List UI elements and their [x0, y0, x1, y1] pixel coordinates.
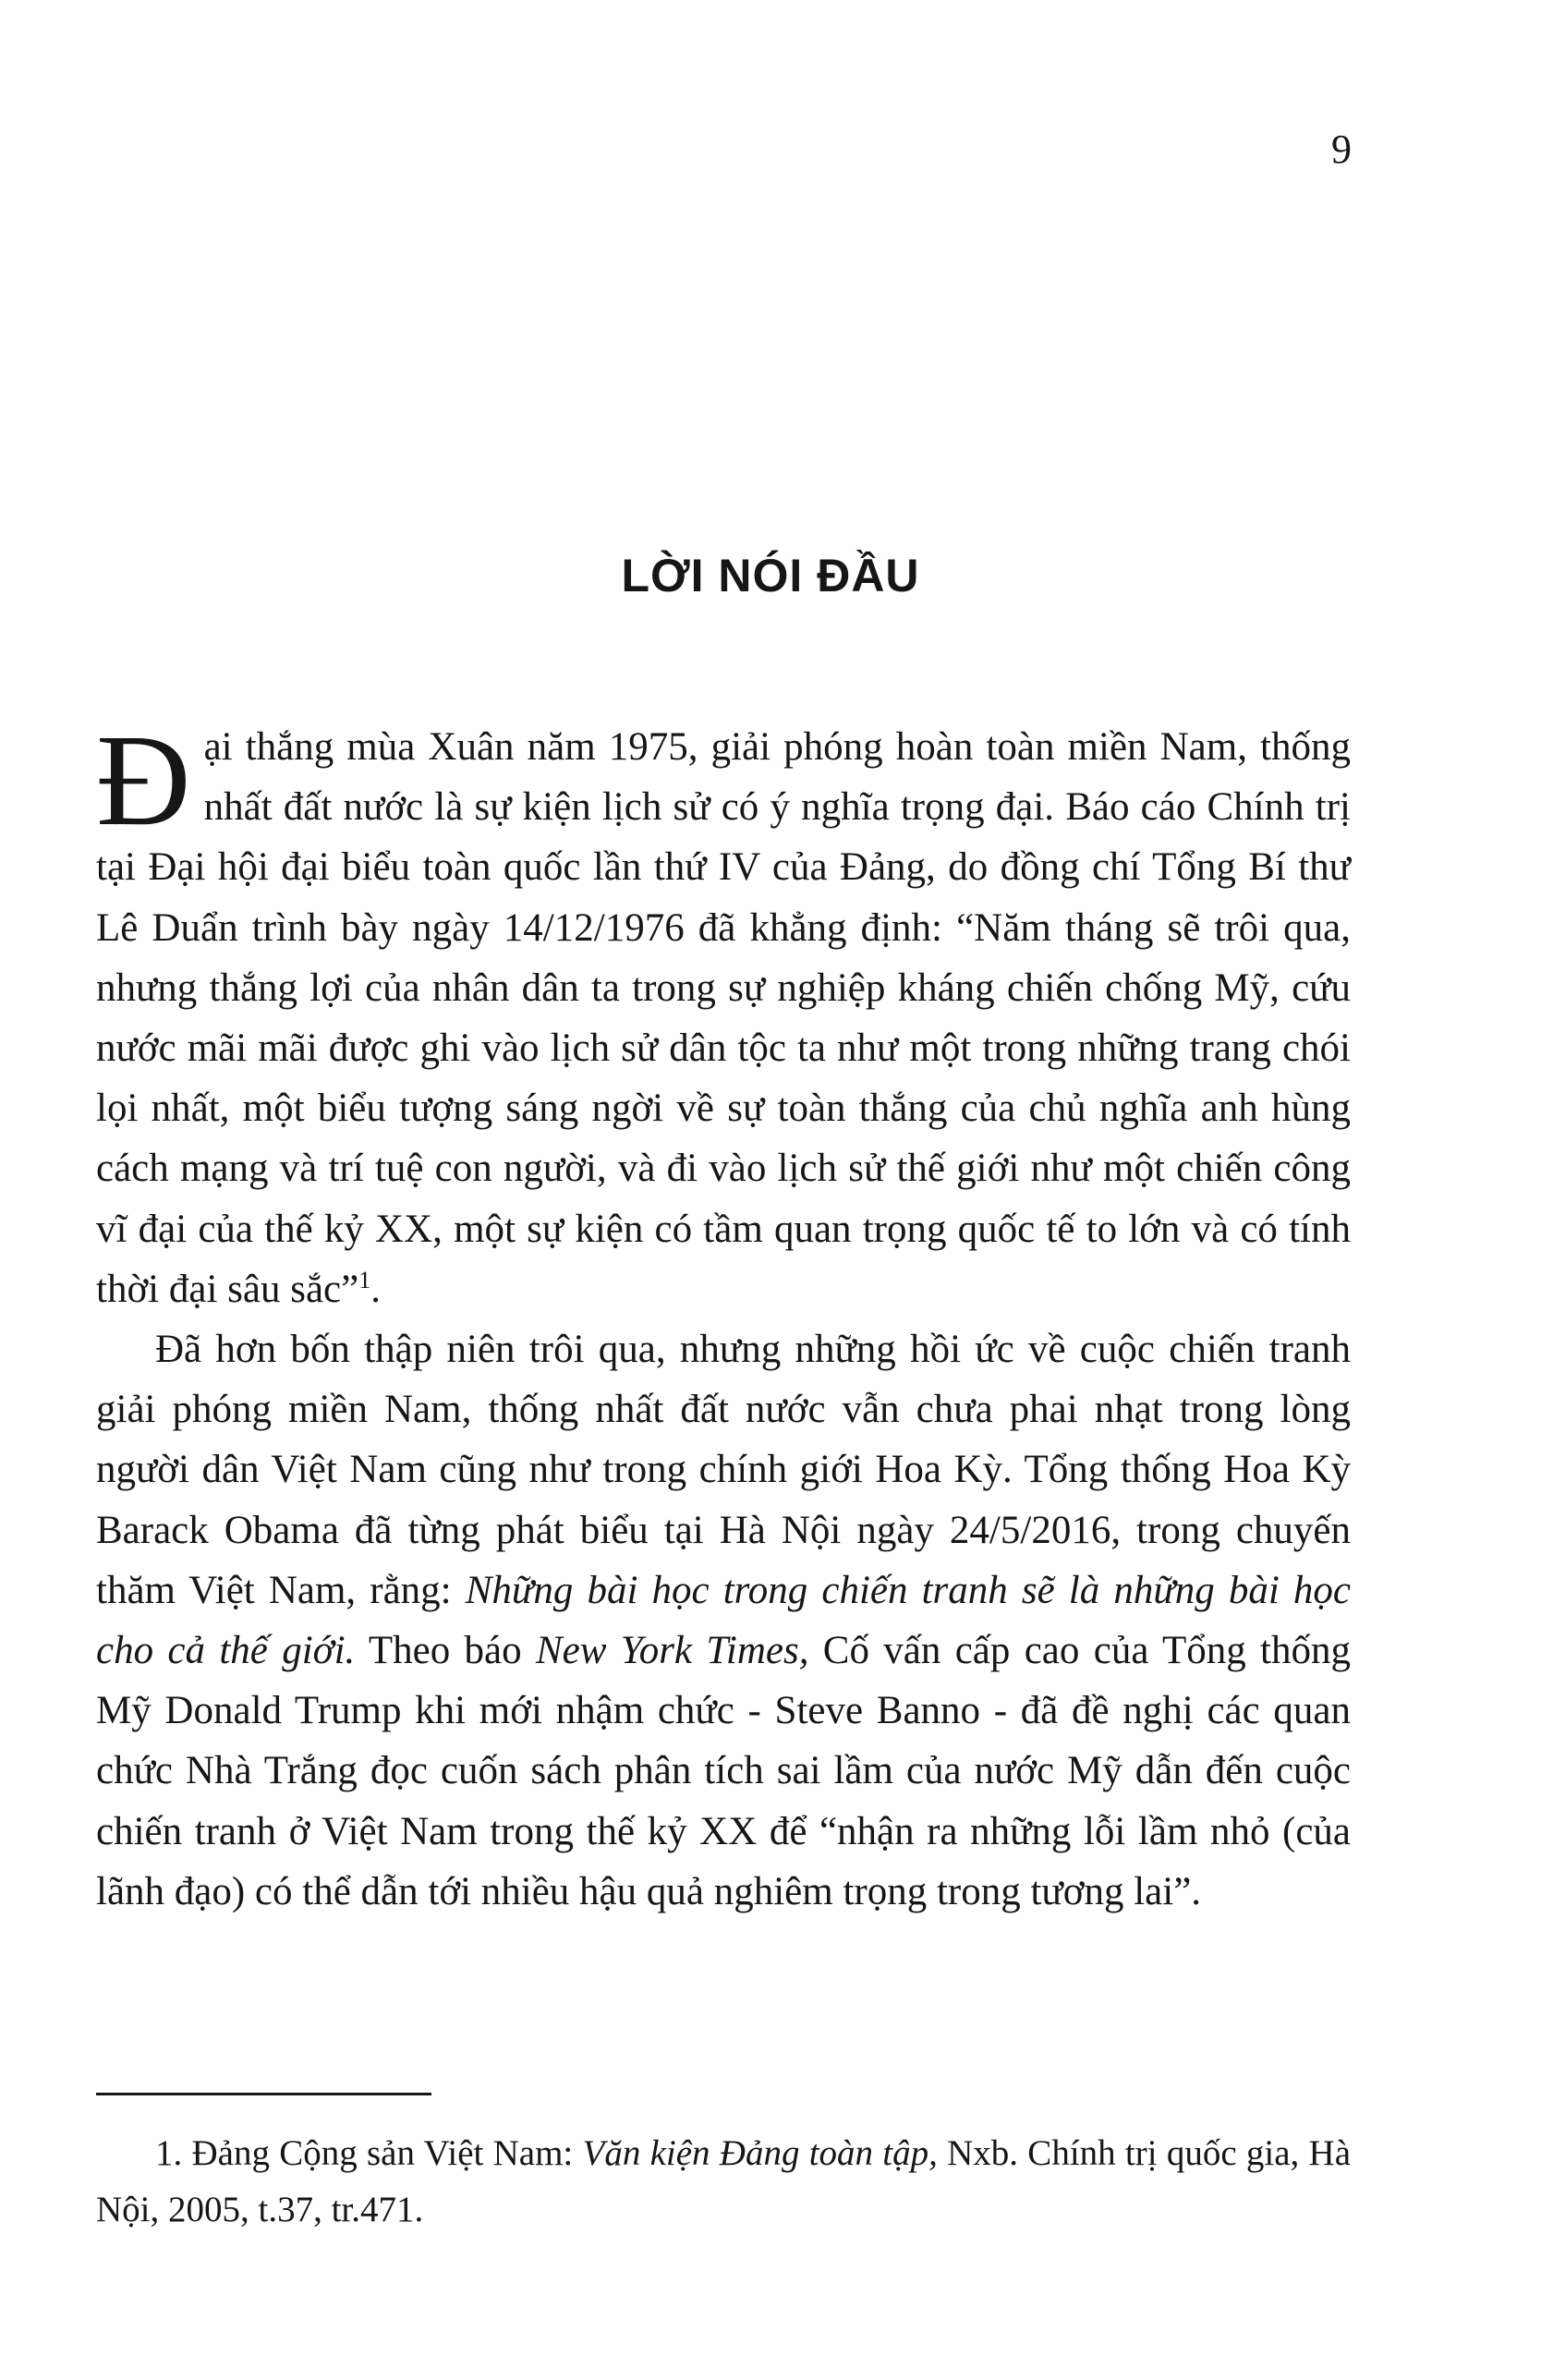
paragraph-2-part-1: Đã hơn bốn thập niên trôi qua, nhưng những hồi ức về cuộc chiến tranh giải phóng miền Nam, thống nhất đất nước vẫn chưa phai nhạt trong lòng người dân Việt Nam cũng như trong chính giới Hoa Kỳ. Tổng thống Hoa Kỳ Barack Obama đã từng phát biểu tại Hà Nội ngày 24/5/2016, trong chuyến thăm Việt Nam, rằng:	[96, 1328, 1351, 1612]
body-text	[96, 707, 1351, 1922]
paragraph-1-end: .	[370, 1267, 381, 1311]
paragraph-2-part-2: Theo báo	[355, 1629, 536, 1673]
page-title: LỜI NÓI ĐẦU	[621, 550, 920, 601]
footnote-reference[interactable]: 1	[358, 1266, 371, 1293]
paragraph-1	[96, 707, 1351, 1319]
footnote-suffix: Nxb. Chính trị quốc gia, Hà Nội, 2005, t.37, tr.471.	[96, 2133, 1352, 2229]
paragraph-2-part-3: Cố vấn cấp cao của Tổng thống Mỹ Donald Trump khi mới nhậm chức - Steve Banno - đã đề nghị các quan chức Nhà Trắng đọc cuốn sách phân tích sai lầm của nước Mỹ dẫn đến cuộc chiến tranh ở Việt Nam trong thế kỷ XX để “nhận ra những lỗi lầm nhỏ (của lãnh đạo) có thể dẫn tới nhiều hậu quả nghiêm trọng trong tương lai”.	[96, 1629, 1351, 1913]
obama-quote: Những bài học trong chiến tranh sẽ là những bài học cho cả thế giới.	[96, 1568, 1351, 1673]
newspaper-name: New York Times,	[535, 1629, 809, 1673]
footnote-book-title: Văn kiện Đảng toàn tập,	[582, 2133, 938, 2173]
footnote-prefix: 1. Đảng Cộng sản Việt Nam:	[155, 2133, 583, 2173]
footnote-divider	[96, 2093, 431, 2095]
page-number: 9	[1331, 127, 1352, 172]
paragraph-2	[96, 1319, 1351, 1922]
footnote	[96, 2125, 1351, 2238]
paragraph-1-text: ại thắng mùa Xuân năm 1975, giải phóng hoàn toàn miền Nam, thống nhất đất nước là sự kiện lịch sử có ý nghĩa trọng đại. Báo cáo Chính trị tại Đại hội đại biểu toàn quốc lần thứ IV của Đảng, do đồng chí Tổng Bí thư Lê Duẩn trình bày ngày 14/12/1976 đã khẳng định: “Năm tháng sẽ trôi qua, nhưng thắng lợi của nhân dân ta trong sự nghiệp kháng chiến chống Mỹ, cứu nước mãi mãi được ghi vào lịch sử dân tộc ta như một trong những trang chói lọi nhất, một biểu tượng sáng ngời về sự toàn thắng của chủ nghĩa anh hùng cách mạng và trí tuệ con người, và đi vào lịch sử thế giới như một chiến công vĩ đại của thế kỷ XX, một sự kiện có tầm quan trọng quốc tế to lớn và có tính thời đại sâu sắc”	[96, 725, 1351, 1311]
drop-cap: Đ	[96, 707, 191, 853]
